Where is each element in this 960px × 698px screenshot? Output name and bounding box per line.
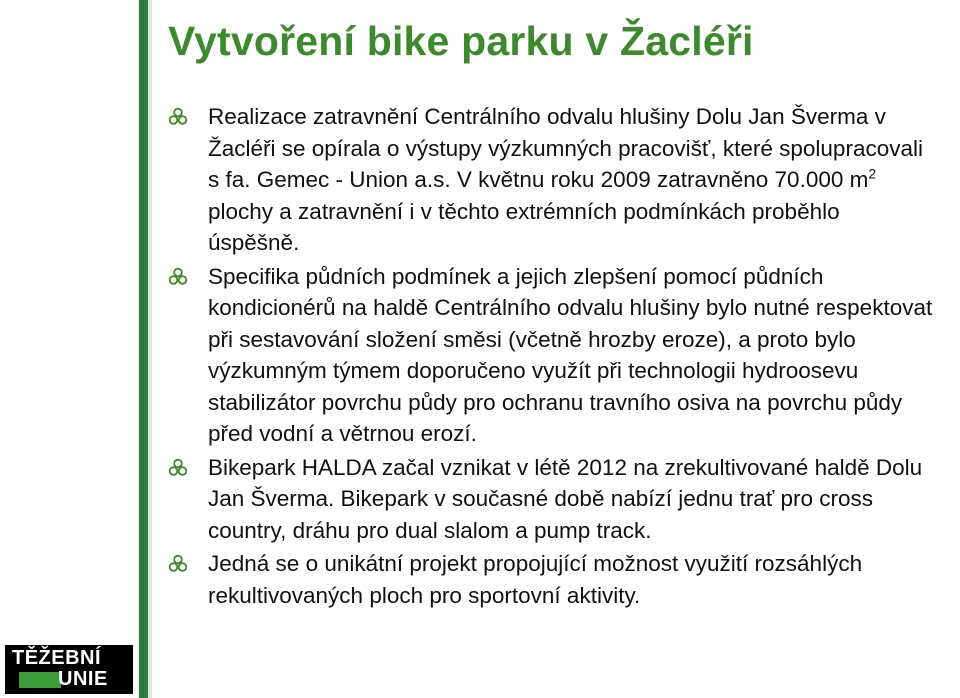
bullet-text: Specifika půdních podmínek a jejich zlepšení pomocí půdních kondicionérů na haldě Centrálního odvalu hlušiny bylo nutné respektovat při sestavování složení směsi (včetně hrozby eroze), a proto bylo výzkumným týmem doporučeno využít při technologii hydroosevu stabilizátor povrchu půdy pro ochranu travního osiva na povrchu půdy před vodní a větrnou erozí. xyxy=(208,263,933,446)
bullet-superscript: 2 xyxy=(868,165,877,182)
bullet-item xyxy=(166,548,936,611)
tezebni-unie-logo xyxy=(5,645,133,694)
bullet-list xyxy=(166,101,936,613)
bullet-item xyxy=(166,452,936,547)
left-accent-bar xyxy=(139,0,148,698)
bullet-item xyxy=(166,261,936,450)
logo-line2: UNIE xyxy=(58,668,108,690)
logo-line1: TĚŽEBNÍ xyxy=(12,647,102,669)
logo-text xyxy=(12,648,108,690)
bullet-text: Bikepark HALDA začal vznikat v létě 2012 na zrekultivované haldě Dolu Jan Šverma. Bikepark v současné době nabízí jednu trať pro cross country, dráhu pro dual slalom a pump track. xyxy=(208,454,923,543)
bullet-text-part2: plochy a zatravnění i v těchto extrémních podmínkách proběhlo úspěšně. xyxy=(208,198,840,255)
left-accent-bar-light xyxy=(148,0,152,698)
flower-bullet-icon xyxy=(168,554,188,574)
bullet-item xyxy=(166,101,936,259)
flower-bullet-icon xyxy=(168,267,188,287)
flower-bullet-icon xyxy=(168,107,188,127)
bullet-text-part1: Realizace zatravnění Centrálního odvalu hlušiny Dolu Jan Šverma v Žacléři se opírala o výstupy výzkumných pracovišť, které spolupracovali s fa. Gemec - Union a.s. V květnu roku 2009 zatravněno 70.000 m xyxy=(208,104,923,192)
bullet-text: Jedná se o unikátní projekt propojující možnost využití rozsáhlých rekultivovaných ploch pro sportovní aktivity. xyxy=(208,551,863,608)
slide-title: Vytvoření bike parku v Žacléři xyxy=(168,18,754,64)
flower-bullet-icon xyxy=(168,458,188,478)
